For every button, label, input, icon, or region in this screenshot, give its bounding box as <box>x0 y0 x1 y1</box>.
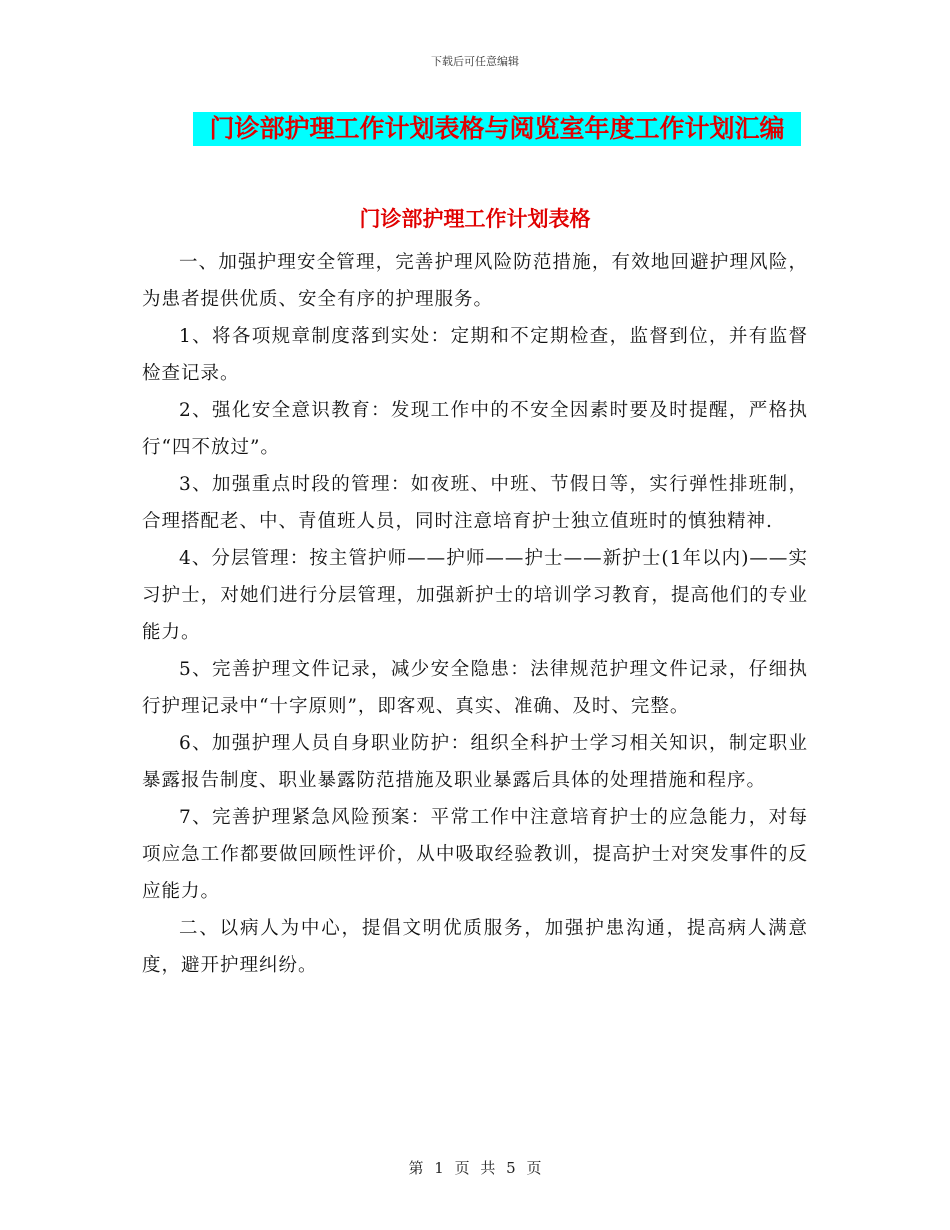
paragraph: 2、强化安全意识教育：发现工作中的不安全因素时要及时提醒，严格执行“四不放过”。 <box>142 400 808 458</box>
paragraph: 3、加强重点时段的管理：如夜班、中班、节假日等，实行弹性排班制，合理搭配老、中、青值班人员，同时注意培育护士独立值班时的慎独精神. <box>142 474 808 532</box>
paragraph: 1、将各项规章制度落到实处：定期和不定期检查，监督到位，并有监督检查记录。 <box>142 326 808 384</box>
document-main-title: 门诊部护理工作计划表格与阅览室年度工作计划汇编 <box>193 112 801 146</box>
document-body <box>142 244 808 984</box>
paragraph: 二、以病人为中心，提倡文明优质服务，加强护患沟通，提高病人满意度，避开护理纠纷。 <box>142 918 808 976</box>
paragraph: 6、加强护理人员自身职业防护：组织全科护士学习相关知识，制定职业暴露报告制度、职业暴露防范措施及职业暴露后具体的处理措施和程序。 <box>142 733 808 791</box>
paragraph: 一、加强护理安全管理，完善护理风险防范措施，有效地回避护理风险，为患者提供优质、安全有序的护理服务。 <box>142 252 808 310</box>
paragraph: 7、完善护理紧急风险预案：平常工作中注意培育护士的应急能力，对每项应急工作都要做回顾性评价，从中吸取经验教训，提高护士对突发事件的反应能力。 <box>142 807 808 902</box>
paragraph: 5、完善护理文件记录，减少安全隐患：法律规范护理文件记录，仔细执行护理记录中“十字原则”，即客观、真实、准确、及时、完整。 <box>142 659 808 717</box>
section-title: 门诊部护理工作计划表格 <box>359 207 591 231</box>
page-header: 下载后可任意编辑 <box>431 55 519 68</box>
page-number: 第 1 页 共 5 页 <box>408 1159 542 1177</box>
paragraph: 4、分层管理：按主管护师——护师——护士——新护士(1年以内)——实习护士，对她们进行分层管理，加强新护士的培训学习教育，提高他们的专业能力。 <box>142 548 808 643</box>
